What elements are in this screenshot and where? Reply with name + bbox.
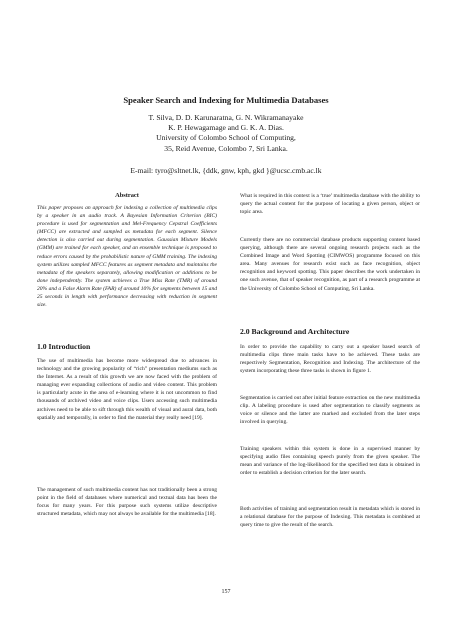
intro-heading: 1.0 Introduction xyxy=(37,342,91,351)
background-paragraph-2: Segmentation is carried out after initial feature extraction on the new multimedia clip. A labeling procedure is used after segmentation to classify segments as voice or silence and the latter are marked and excluded from the later steps involved in querying. xyxy=(240,395,420,426)
author-block xyxy=(40,113,412,154)
intro-paragraph-1: The use of multimedia has become more widespread due to advances in technology and the growing popularity of “rich” presentation mediums such as the Internet. As a result of this growth we are now faced with the problem of managing ever expanding collections of audio and video content. This problem is particularly acute in the area of e-learning where it is not uncommon to find thousands of archived video and voice clips. Users accessing such multimedia archives need to be able to sift through this wealth of visual and aural data, both spatially and temporally, in order to find the material they really need [19]. xyxy=(37,358,217,421)
background-paragraph-4: Both activities of training and segmentation result in metadata which is stored in a relational database for the purpose of Indexing. This metadata is combined at query time to give the result of the search. xyxy=(240,506,420,529)
background-paragraph-1: In order to provide the capability to carry out a speaker based search of multimedia clips three main tasks have to be achieved. These tasks are respectively Segmentation, Recognition and Indexing. The architecture of the system incorporating these three tasks is shown in figure 1. xyxy=(240,344,420,375)
right-paragraph-2: Currently there are no commercial database products supporting content based querying, although there are several ongoing research projects such as the Combined Image and Word Spotting (CIMWOS) programme focused on this area. Many avenues for research exist such as face recognition, object recognition and keyword spotting. This paper describes the work undertaken in one such avenue, that of speaker recognition, as part of a research programme at the University of Colombo School of Computing, Sri Lanka. xyxy=(240,237,420,292)
address-line: 35, Reid Avenue, Colombo 7, Sri Lanka. xyxy=(164,143,288,153)
page-number: 157 xyxy=(221,589,231,595)
background-heading: 2.0 Background and Architecture xyxy=(240,327,350,336)
abstract-text: This paper proposes an approach for indexing a collection of multimedia clips by a speaker in an audio track. A Bayesian Information Criterion (BIC) procedure is used for segmentation and Mel-Frequency Cepstral Coefficients (MFCC) are extracted and sampled as metadata for each segment. Silence detection is also carried out during segmentation. Gaussian Mixture Models (GMM) are trained for each speaker, and an ensemble technique is proposed to reduce errors caused by the probabilistic nature of GMM training. The indexing system utilizes sampled MFCC features as segment metadata and maintains the metadata of the speakers separately, allowing modification or additions to be done independently. The system achieves a True Miss Rate (TMR) of around 20% and a False Alarm Rate (FAR) of around 10% for segments between 15 and 25 seconds in length with performance decreasing with reduction in segment size. xyxy=(37,205,217,309)
affiliation-line: University of Colombo School of Computing, xyxy=(156,133,296,143)
intro-paragraph-2: The management of such multimedia content has not traditionally been a strong point in the field of databases where numerical and textual data has been the focus for many years. For this purpose such systems utilize descriptive structured metadata, which may not always be available for the multimedia [18]. xyxy=(37,487,217,518)
author-line: K. P. Hewagamage and G. K. A. Dias. xyxy=(168,123,284,133)
background-paragraph-3: Training speakers within this system is done in a supervised manner by specifying audio files containing speech purely from the given speaker. The mean and variance of the log-likelihood for the specified test data is obtained in order to establish a decision criterion for the later search. xyxy=(240,446,420,477)
email-line: E-mail: tyro@sltnet.lk, {ddk, gnw, kph, gkd }@ucsc.cmb.ac.lk xyxy=(130,166,322,175)
author-line: T. Silva, D. D. Karunaratna, G. N. Wikramanayake xyxy=(148,113,304,122)
paper-title: Speaker Search and Indexing for Multimedia Databases xyxy=(123,95,329,105)
abstract-heading: Abstract xyxy=(115,192,139,199)
right-paragraph-1: What is required in this context is a ‘true’ multimedia database with the ability to query the actual content for the purpose of locating a given person, object or topic area. xyxy=(240,193,420,216)
